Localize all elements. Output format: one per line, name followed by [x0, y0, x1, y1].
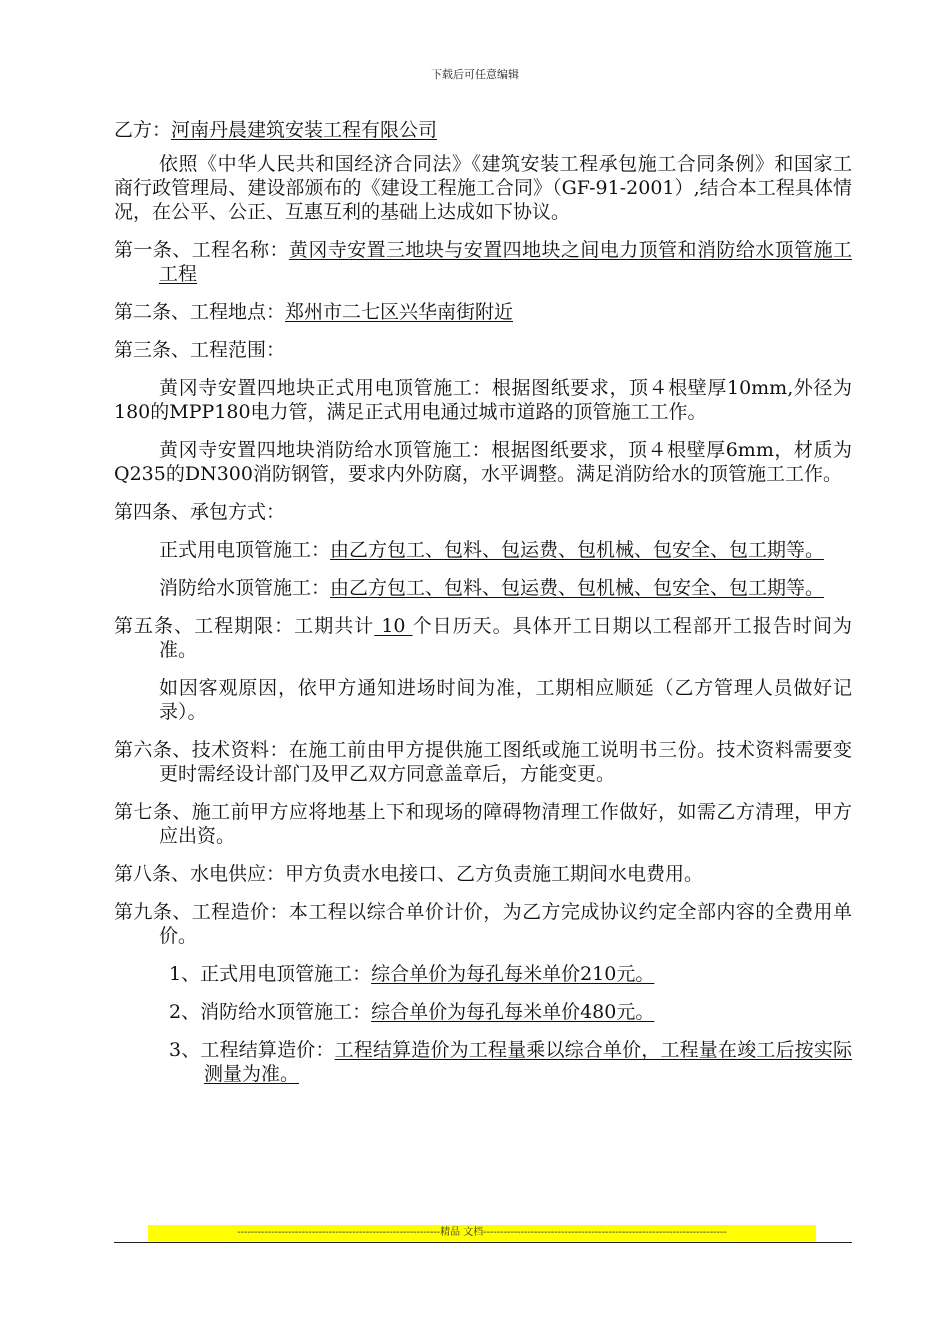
- price-item-2-label: 2、消防给水顶管施工：: [169, 1001, 372, 1023]
- article-5-post: 个日历天。具体开工日期以工程部开工报告时间为准。: [159, 615, 852, 661]
- price-item-3: [114, 1038, 852, 1086]
- article-8: 第八条、水电供应：甲方负责水电接口、乙方负责施工期间水电费用。: [114, 863, 704, 885]
- party-b-name: 河南丹晨建筑安装工程有限公司: [171, 119, 438, 141]
- article-1-label: 第一条、工程名称：: [114, 239, 289, 261]
- price-item-3-value: 工程结算造价为工程量乘以综合单价，工程量在竣工后按实际测量为准。: [204, 1039, 852, 1085]
- article-4-power-value: 由乙方包工、包料、包运费、包机械、包安全、包工期等。: [330, 539, 825, 561]
- article-4-fire-value: 由乙方包工、包料、包运费、包机械、包安全、包工期等。: [330, 577, 825, 599]
- article-2: [114, 300, 852, 324]
- page-header: 下载后可任意编辑: [431, 68, 519, 81]
- article-3-label: 第三条、工程范围：: [114, 339, 286, 361]
- article-2-label: 第二条、工程地点：: [114, 301, 286, 323]
- party-b-line: [114, 118, 852, 142]
- price-item-1: [114, 962, 852, 986]
- footer-divider: [114, 1242, 852, 1243]
- price-item-1-value: 综合单价为每孔每米单价210元。: [371, 963, 655, 985]
- price-item-2: [114, 1000, 852, 1024]
- article-3-scope-fire: 黄冈寺安置四地块消防给水顶管施工：根据图纸要求，顶４根壁厚6mm，材质为Q235的DN300消防钢管，要求内外防腐，水平调整。满足消防给水的顶管施工工作。: [114, 439, 852, 485]
- article-5-days: 10: [374, 615, 413, 637]
- party-b-label: 乙方：: [114, 119, 172, 141]
- project-location: 郑州市二七区兴华南街附近: [285, 301, 514, 323]
- price-item-1-label: 1、正式用电顶管施工：: [169, 963, 372, 985]
- article-3-scope-power: 黄冈寺安置四地块正式用电顶管施工：根据图纸要求，顶４根壁厚10mm,外径为180的MPP180电力管，满足正式用电通过城市道路的顶管施工工作。: [114, 377, 852, 423]
- document-body: [114, 118, 852, 1100]
- article-7: 第七条、施工前甲方应将地基上下和现场的障碍物清理工作做好，如需乙方清理，甲方应出资。: [114, 801, 852, 847]
- article-9: 第九条、工程造价：本工程以综合单价计价，为乙方完成协议约定全部内容的全费用单价。: [114, 901, 852, 947]
- project-name: 黄冈寺安置三地块与安置四地块之间电力顶管和消防给水顶管施工工程: [159, 239, 852, 285]
- article-4-power-label: 正式用电顶管施工：: [159, 539, 331, 561]
- intro-paragraph: 依照《中华人民共和国经济合同法》《建筑安装工程承包施工合同条例》和国家工商行政管理局、建设部颁布的《建设工程施工合同》（GF-91-2001）,结合本工程具体情况，在公平、公正、互惠互利的基础上达成如下协议。: [114, 153, 852, 223]
- article-5: [114, 614, 852, 662]
- footer-banner: ------------------------------------------------------------精品 文档------------------------------------------------------------------------: [148, 1225, 816, 1241]
- price-item-2-value: 综合单价为每孔每米单价480元。: [371, 1001, 655, 1023]
- article-5-delay: 如因客观原因，依甲方通知进场时间为准，工期相应顺延（乙方管理人员做好记录）。: [159, 677, 852, 723]
- article-4-power: [114, 538, 852, 562]
- price-item-3-label: 3、工程结算造价：: [169, 1039, 335, 1061]
- article-4-fire: [114, 576, 852, 600]
- article-4-fire-label: 消防给水顶管施工：: [159, 577, 331, 599]
- article-5-pre: 第五条、工程期限：工期共计: [114, 615, 375, 637]
- article-1: [114, 238, 852, 286]
- article-4-label: 第四条、承包方式：: [114, 501, 286, 523]
- article-6: 第六条、技术资料：在施工前由甲方提供施工图纸或施工说明书三份。技术资料需要变更时需经设计部门及甲乙双方同意盖章后，方能变更。: [114, 739, 852, 785]
